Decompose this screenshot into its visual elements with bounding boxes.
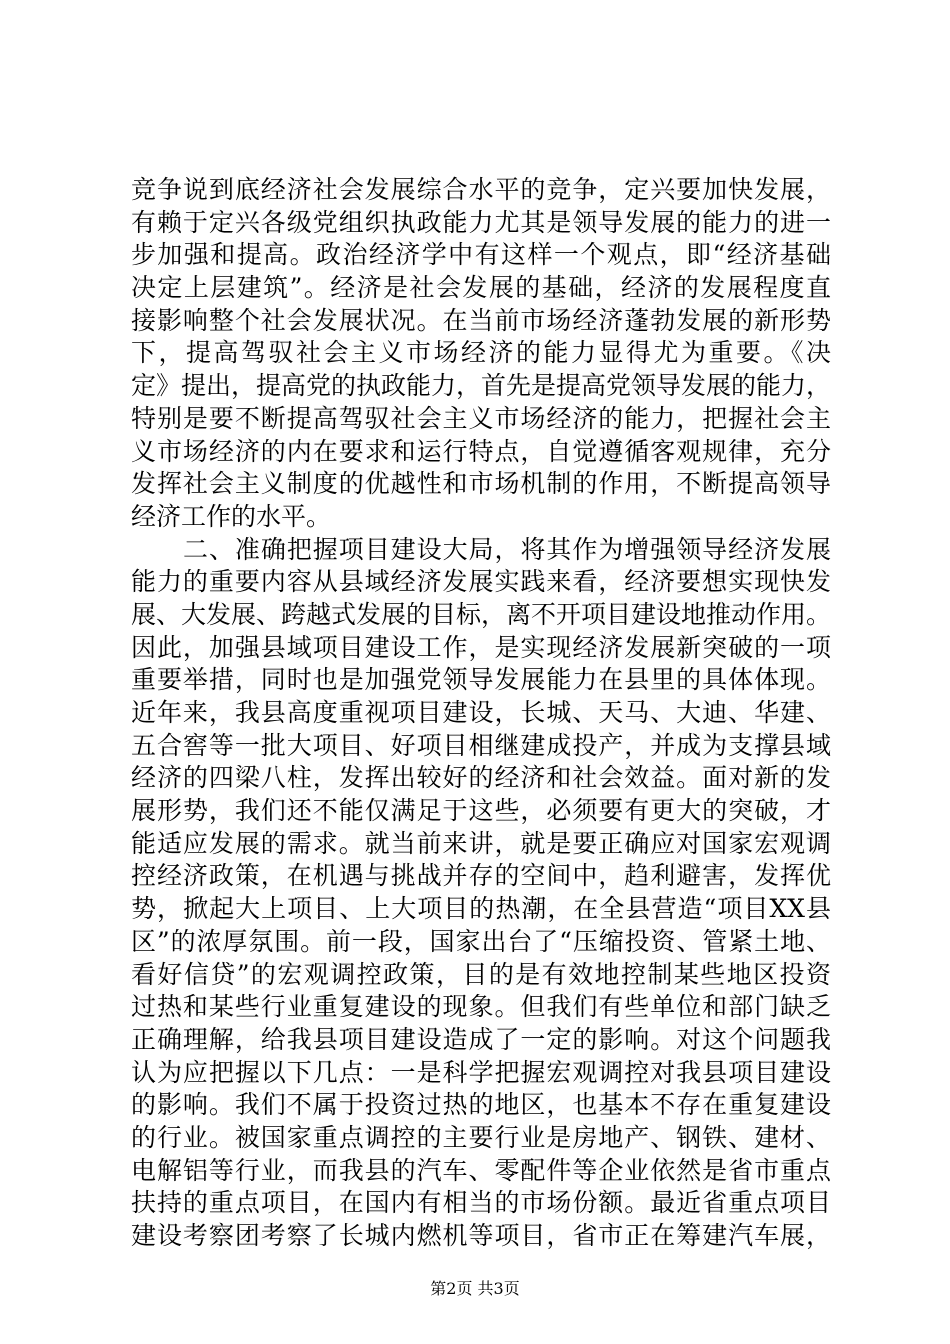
text-line: 五合窖等一批大项目、好项目相继建成投产，并成为支撑县域: [131, 730, 831, 760]
text-line: 展、大发展、跨越式发展的目标，离不开项目建设地推动作用。: [131, 599, 832, 629]
text-line: 过热和某些行业重复建设的现象。但我们有些单位和部门缺乏: [131, 992, 831, 1022]
text-line: 能适应发展的需求。就当前来讲，就是要正确应对国家宏观调: [131, 828, 831, 858]
text-line: 竞争说到底经济社会发展综合水平的竞争，定兴要加快发展，: [131, 175, 831, 204]
text-line: 经济的四梁八柱，发挥出较好的经济和社会效益。面对新的发: [131, 763, 831, 793]
body-text: [131, 174, 831, 1253]
text-line: 扶持的重点项目，在国内有相当的市场份额。最近省重点项目: [131, 1188, 831, 1218]
text-line: 下，提高驾驭社会主义市场经济的能力显得尤为重要。《决: [131, 338, 831, 368]
text-line: 的影响。我们不属于投资过热的地区，也基本不存在重复建设: [131, 1090, 831, 1120]
text-line: 能力的重要内容从县域经济发展实践来看，经济要想实现快发: [131, 567, 831, 597]
text-line: 势，掀起大上项目、上大项目的热潮，在全县营造“项目XX县: [131, 894, 831, 924]
text-line: 决定上层建筑”。经济是社会发展的基础，经济的发展程度直: [131, 273, 831, 303]
text-line: 接影响整个社会发展状况。在当前市场经济蓬勃发展的新形势: [131, 305, 831, 335]
text-line: 近年来，我县高度重视项目建设，长城、天马、大迪、华建、: [131, 698, 831, 727]
text-line: 电解铝等行业，而我县的汽车、零配件等企业依然是省市重点: [131, 1155, 831, 1185]
text-line: 重要举措，同时也是加强党领导发展能力在县里的具体体现。: [131, 665, 831, 695]
text-line: 二、准确把握项目建设大局，将其作为增强领导经济发展: [183, 534, 831, 564]
page-footer: 第2页 共3页: [430, 1279, 520, 1298]
text-line: 有赖于定兴各级党组织执政能力尤其是领导发展的能力的进一: [131, 207, 831, 237]
text-line: 特别是要不断提高驾驭社会主义市场经济的能力，把握社会主: [131, 403, 831, 433]
text-line: 的行业。被国家重点调控的主要行业是房地产、钢铁、建材、: [131, 1122, 831, 1152]
text-line: 建设考察团考察了长城内燃机等项目，省市正在筹建汽车展，: [131, 1221, 831, 1250]
text-line: 展形势，我们还不能仅满足于这些，必须要有更大的突破，才: [131, 796, 831, 826]
text-line: 看好信贷”的宏观调控政策，目的是有效地控制某些地区投资: [131, 959, 831, 989]
text-line: 义市场经济的内在要求和运行特点，自觉遵循客观规律，充分: [131, 436, 831, 466]
text-line: 步加强和提高。政治经济学中有这样一个观点，即“经济基础: [131, 240, 831, 270]
text-line: 因此，加强县域项目建设工作，是实现经济发展新突破的一项: [131, 632, 831, 662]
text-line: 区”的浓厚氛围。前一段，国家出台了“压缩投资、管紧土地、: [131, 926, 831, 956]
text-line: 认为应把握以下几点：一是科学把握宏观调控对我县项目建设: [131, 1057, 831, 1087]
text-line: 经济工作的水平。: [131, 501, 332, 531]
text-line: 定》提出，提高党的执政能力，首先是提高党领导发展的能力，: [131, 371, 832, 401]
text-line: 发挥社会主义制度的优越性和市场机制的作用，不断提高领导: [131, 469, 831, 499]
text-line: 正确理解，给我县项目建设造成了一定的影响。对这个问题我: [131, 1024, 831, 1054]
text-line: 控经济政策，在机遇与挑战并存的空间中，趋利避害，发挥优: [131, 861, 831, 891]
